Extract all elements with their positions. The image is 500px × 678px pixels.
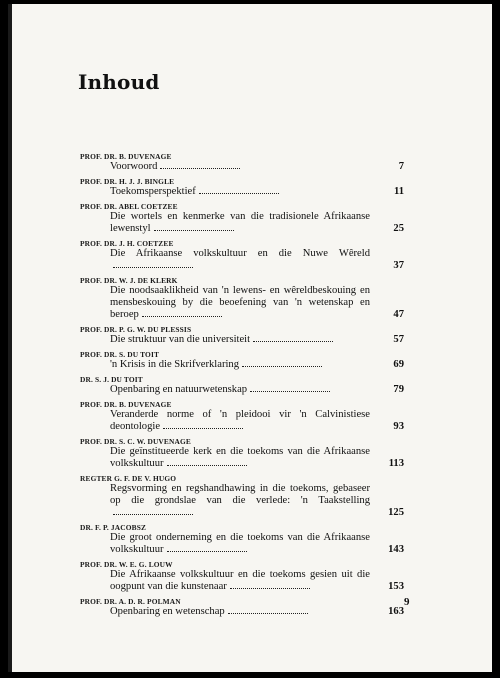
toc-entry-title-row — [80, 359, 404, 371]
toc-entry — [80, 239, 404, 272]
toc-entry-title: Die struktuur van die universiteit — [110, 334, 251, 345]
toc-entry-author: PROF. DR. A. D. R. POLMAN — [80, 597, 181, 606]
toc-entry — [80, 474, 404, 519]
dot-leader — [113, 513, 193, 515]
dot-leader — [154, 229, 234, 231]
toc-entry-author: REGTER G. F. DE V. HUGO — [80, 474, 177, 483]
toc-entry-page-number: 47 — [393, 309, 404, 320]
toc-entry-author: PROF. DR. H. J. J. BINGLE — [80, 177, 175, 186]
toc-entry-author: PROF. DR. P. G. W. DU PLESSIS — [80, 325, 192, 334]
dot-leader — [253, 340, 333, 342]
toc-entry — [80, 375, 404, 396]
toc-entry-page-number: 7 — [398, 161, 404, 172]
dot-leader — [113, 266, 193, 268]
toc-entry — [80, 560, 404, 593]
toc-entry-page-number: 57 — [393, 334, 404, 345]
toc-entry-page-number: 25 — [393, 223, 404, 234]
toc-entry-author: PROF. DR. B. DUVENAGE — [80, 152, 172, 161]
toc-entry-title-row — [80, 334, 404, 346]
toc-entry-author: DR. S. J. DU TOIT — [80, 375, 143, 384]
toc-entry-title: 'n Krisis in die Skrifverklaring — [110, 359, 240, 370]
toc-entry-title-row — [80, 606, 404, 618]
toc-entry-title-row — [80, 248, 404, 272]
toc-entry-page-number: 69 — [393, 359, 404, 370]
dot-leader — [230, 587, 310, 589]
toc-entry-title: Openbaring en natuurwetenskap — [110, 384, 248, 395]
toc-entry-title-row — [80, 532, 404, 556]
toc-entry-author: PROF. DR. W. J. DE KLERK — [80, 276, 178, 285]
dot-leader — [250, 390, 330, 392]
toc-entry — [80, 350, 404, 371]
dot-leader — [163, 427, 243, 429]
toc-entry-author: PROF. DR. S. C. W. DUVENAGE — [80, 437, 191, 446]
toc-entry-title: Die wortels en kenmerke van die tradisionele Afrikaanse lewenstyl — [110, 211, 370, 234]
toc-entry-title: Openbaring en wetenschap — [110, 606, 225, 617]
dot-leader — [142, 315, 222, 317]
dot-leader — [167, 550, 247, 552]
page-edge — [8, 4, 12, 672]
table-of-contents — [80, 152, 404, 622]
dot-leader — [242, 365, 322, 367]
toc-entry-title-row — [80, 161, 404, 173]
toc-entry-title: Veranderde norme of 'n pleidooi vir 'n Calvinistiese deontologie — [110, 409, 370, 432]
dot-leader — [160, 167, 240, 169]
toc-entry-page-number: 113 — [388, 458, 404, 469]
toc-entry-page-number: 163 — [388, 606, 404, 617]
toc-entry — [80, 437, 404, 470]
toc-entry-author: PROF. DR. ABEL COETZEE — [80, 202, 178, 211]
toc-entry-page-number: 125 — [388, 507, 404, 518]
toc-entry-title-row — [80, 409, 404, 433]
toc-entry-author: PROF. DR. J. H. COETZEE — [80, 239, 174, 248]
toc-entry-title-row — [80, 186, 404, 198]
toc-entry-title: Regsvorming en regshandhawing in die toekoms, gebaseer op die grondslae van die verlede: 'n Taakstelling — [110, 483, 370, 506]
toc-entry-title: Toekomsperspektief — [110, 186, 196, 197]
toc-entry-title-row — [80, 211, 404, 235]
toc-entry-page-number: 143 — [388, 544, 404, 555]
toc-entry-title-row — [80, 446, 404, 470]
dot-leader — [199, 192, 279, 194]
toc-entry-title-row — [80, 483, 404, 519]
page-title: Inhoud — [78, 70, 160, 94]
toc-entry-title: Voorwoord — [110, 161, 158, 172]
toc-entry-page-number: 153 — [388, 581, 404, 592]
toc-entry — [80, 523, 404, 556]
toc-entry-author: PROF. DR. W. E. G. LOUW — [80, 560, 173, 569]
toc-entry-title-row — [80, 285, 404, 321]
page-number: 9 — [404, 596, 410, 608]
toc-entry — [80, 177, 404, 198]
dot-leader — [167, 464, 247, 466]
toc-entry-author: PROF. DR. S. DU TOIT — [80, 350, 160, 359]
toc-entry-title: Die geïnstitueerde kerk en die toekoms van die Afrikaanse volkskultuur — [110, 446, 370, 469]
toc-entry-page-number: 79 — [393, 384, 404, 395]
toc-entry-page-number: 93 — [393, 421, 404, 432]
toc-entry-title-row — [80, 384, 404, 396]
toc-entry — [80, 152, 404, 173]
toc-entry-title: Die Afrikaanse volkskultuur en die toekoms gesien uit die oogpunt van die kunstenaar — [110, 569, 370, 592]
toc-entry — [80, 202, 404, 235]
toc-entry-title: Die Afrikaanse volkskultuur en die Nuwe Wêreld — [110, 248, 370, 259]
toc-entry — [80, 325, 404, 346]
toc-entry-page-number: 11 — [393, 186, 404, 197]
toc-entry — [80, 276, 404, 321]
toc-entry-author: PROF. DR. B. DUVENAGE — [80, 400, 172, 409]
toc-entry — [80, 597, 404, 618]
toc-entry-title: Die groot onderneming en die toekoms van die Afrikaanse volkskultuur — [110, 532, 370, 555]
toc-entry-page-number: 37 — [393, 260, 404, 271]
toc-entry-title-row — [80, 569, 404, 593]
document-page — [8, 4, 492, 672]
toc-entry-author: DR. F. P. JACOBSZ — [80, 523, 147, 532]
toc-entry-title: Die noodsaaklikheid van 'n lewens- en wêreldbeskouing en mensbeskouing by die beoefening van 'n wetenskap en beroep — [110, 285, 370, 320]
dot-leader — [228, 612, 308, 614]
toc-entry — [80, 400, 404, 433]
